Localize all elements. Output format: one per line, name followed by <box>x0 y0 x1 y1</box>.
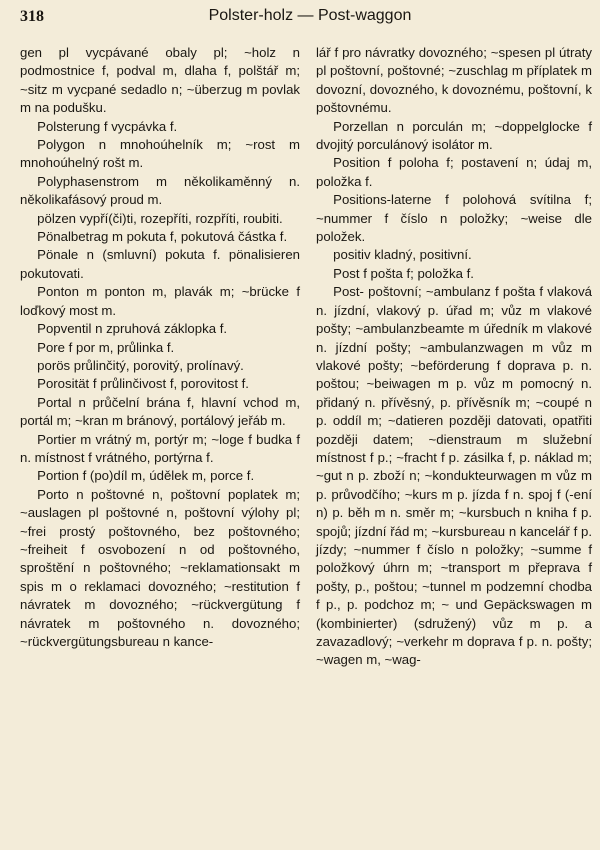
entry-text: Positions-laterne f polohová svítilna f; ~nummer f číslo n položky; ~weise dle položek. <box>316 192 592 245</box>
entry-text: Post- poštovní; ~ambulanz f pošta f vlaková n. jízdní, vlakový p. úřad m; vůz m vlakové pošty; ~ambulanzbeamte m úředník m vlakové n. jízdní pošty; ~ambulanzwagen m vůz m vlakové pošty; ~beförderung f doprava p. n. poštou; ~beiwagen m p. vůz m pomocný n. přidaný n. přívěsný, p. přívěsník m; ~coupé n p. oddíl m; ~datieren později datovati, opatřiti později datem; ~dienstraum m služební místnost f p.; ~fracht f p. zásilka f, p. náklad m; ~gut n p. zboží n; ~kondukteurwagen m vůz m p. průvodčího; ~kurs m p. jízda f n. spoj f (-ení n) p. běh m n. směr m; ~kursbuch n kniha f p. spojů; jízdní řád m; ~kursbureau n kancelář f p. jízdy; ~nummer f číslo n položky; ~summe f položkový úhrn m; ~transport m přeprava f pošty, p., poštou; ~tunnel m podzemní chodba f p., p. podchoz m; ~ und Gepäckswagen m (kombinierter) (sdružený) vůz m p. a zavazadlový; ~verkehr m doprava f p. n. pošty; ~wagen m, ~wag- <box>316 284 592 668</box>
dictionary-entry <box>20 375 300 393</box>
entry-text: Polsterung f vycpávka f. <box>37 118 178 134</box>
dictionary-entry <box>20 210 300 228</box>
running-head: Polster-holz — Post-waggon <box>208 7 412 24</box>
dictionary-entry <box>20 339 300 357</box>
entry-text: Portier m vrátný m, portýr m; ~loge f budka f n. místnost f vrátného, portýrna f. <box>20 431 300 465</box>
dictionary-entry <box>20 228 300 246</box>
dictionary-entry <box>316 246 592 264</box>
dictionary-entry <box>20 173 300 210</box>
left-column <box>20 44 300 651</box>
page-number: 318 <box>20 8 44 25</box>
right-column <box>316 44 592 670</box>
dictionary-entry <box>316 154 592 191</box>
entry-text: Ponton m ponton m, plavák m; ~brücke f loďkový most m. <box>20 284 300 318</box>
dictionary-entry <box>20 431 300 468</box>
dictionary-entry <box>20 486 300 652</box>
entry-text: Porzellan n porculán m; ~doppelglocke f dvojitý porculánový isolátor m. <box>316 118 592 153</box>
dictionary-entry <box>20 44 300 118</box>
entry-text: Porto n poštovné n, poštovní poplatek m; ~auslagen pl poštovné n, poštovní výlohy pl; ~frei prostý poštovného, bez poštovného; ~freiheit f osvobození n od poštovného, sproštění n poštovného; ~reklamationsakt m spis m o reklamaci dovozného; ~restitution f návratek m dovozného; ~rückvergütung f návratek m poštovného n. dovozného; ~rückvergütungsbureau n kance- <box>20 486 300 649</box>
dictionary-entry <box>316 191 592 246</box>
entry-text: positiv kladný, positivní. <box>333 247 472 263</box>
dictionary-entry <box>20 394 300 431</box>
dictionary-entry <box>20 357 300 375</box>
dictionary-entry <box>20 467 300 485</box>
dictionary-entry <box>316 283 592 670</box>
entry-text: pölzen vypří(či)ti, rozepříti, rozpříti, roubiti. <box>37 210 283 226</box>
entry-text: lář f pro návratky dovozného; ~spesen pl útraty pl poštovní, poštovné; ~zuschlag m příplatek m dovozní, dovozného, k dovoznému, poštovní, k poštovnému. <box>316 45 592 116</box>
dictionary-entry <box>20 283 300 320</box>
entry-text: Position f poloha f; postavení n; údaj m, položka f. <box>316 155 592 189</box>
entry-text: Porosität f průlinčivost f, porovitost f. <box>37 376 249 392</box>
entry-text: Portion f (po)díl m, údělek m, porce f. <box>37 468 255 484</box>
dictionary-entry <box>20 118 300 136</box>
entry-text: Pore f por m, průlinka f. <box>37 339 175 355</box>
entry-text: porös průlinčitý, porovitý, prolínavý. <box>37 357 244 373</box>
entry-text: Popventil n zpruhová záklopka f. <box>37 321 228 337</box>
entry-text: Pönalbetrag m pokuta f, pokutová částka f. <box>37 229 288 245</box>
dictionary-entry <box>316 118 592 155</box>
entry-text: Polyphasenstrom m několikaměnný n. několikafásový proud m. <box>20 173 300 208</box>
entry-text: gen pl vycpávané obaly pl; ~holz n podmostnice f, podval m, dlaha f, polštář m; ~sitz m vycpané sedadlo n; ~überzug m povlak m na podušku. <box>20 45 300 116</box>
dictionary-entry <box>20 246 300 283</box>
entry-text: Portal n průčelní brána f, hlavní vchod m, portál m; ~kran m bránový, portálový jeřáb m. <box>20 394 300 429</box>
dictionary-entry <box>20 320 300 338</box>
entry-text: Pönale n (smluvní) pokuta f. pönalisieren pokutovati. <box>20 247 300 281</box>
dictionary-entry <box>316 44 592 118</box>
entry-text: Polygon n mnohoúhelník m; ~rost m mnohoúhelný rošt m. <box>20 137 300 171</box>
dictionary-entry <box>316 265 592 283</box>
page-header <box>0 0 600 34</box>
entry-text: Post f pošta f; položka f. <box>333 265 474 281</box>
dictionary-entry <box>20 136 300 173</box>
